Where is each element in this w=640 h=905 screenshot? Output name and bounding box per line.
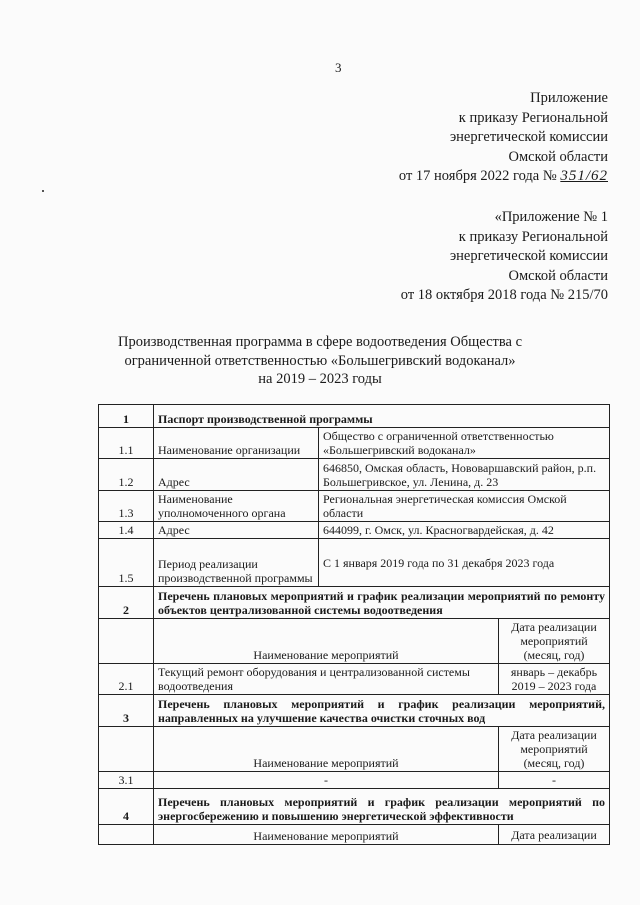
section-title: Перечень плановых мероприятий и график реализации мероприятий по ремонту объектов централизованной системы водоотведения	[154, 587, 610, 619]
row-value: 646850, Омская область, Нововаршавский район, р.п. Большегривское, ул. Ленина, д. 23	[319, 459, 610, 491]
row-value: Общество с ограниченной ответственностью «Большегривский водоканал»	[319, 428, 610, 459]
section-number: 1	[99, 405, 154, 428]
activity-date: январь – декабрь 2019 – 2023 года	[499, 664, 610, 695]
column-header-name: Наименование мероприятий	[154, 825, 499, 845]
row-label: Адрес	[154, 522, 319, 539]
appendix-line: Приложение	[530, 90, 608, 106]
column-header-date: Дата реализации мероприятий (месяц, год)	[499, 619, 610, 664]
title-line: ограниченной ответственностью «Большегривский водоканал»	[124, 352, 516, 369]
table-row	[99, 428, 610, 459]
activity-date: -	[499, 772, 610, 789]
activity-name: Текущий ремонт оборудования и централизованной системы водоотведения	[154, 664, 499, 695]
empty-cell	[99, 825, 154, 845]
row-number: 3.1	[99, 772, 154, 789]
appendix-original-header	[401, 208, 608, 306]
table-row	[99, 491, 610, 522]
row-value: С 1 января 2019 года по 31 декабря 2023 года	[319, 539, 610, 587]
appendix-line: к приказу Региональной	[458, 228, 608, 245]
table-header-row	[99, 727, 610, 772]
title-line: Производственная программа в сфере водоотведения Общества с	[117, 334, 523, 350]
row-number: 1.2	[99, 459, 154, 491]
activity-name: -	[154, 772, 499, 789]
empty-cell	[99, 727, 154, 772]
section-title: Паспорт производственной программы	[154, 405, 610, 428]
section-row	[99, 789, 610, 825]
appendix-line: энергетической комиссии	[449, 248, 608, 264]
program-table	[98, 404, 610, 845]
column-header-date: Дата реализации мероприятий (месяц, год)	[499, 727, 610, 772]
section-row	[99, 695, 610, 727]
section-title: Перечень плановых мероприятий и график реализации мероприятий, направленных на улучшение качества очистки сточных вод	[154, 695, 610, 727]
section-number: 3	[99, 695, 154, 727]
appendix-line: от 18 октября 2018 года № 215/70	[400, 287, 608, 303]
section-number: 4	[99, 789, 154, 825]
handwritten-order-number: 351/62	[560, 168, 608, 184]
table-header-row	[99, 619, 610, 664]
row-value: Региональная энергетическая комиссия Омской области	[319, 491, 610, 522]
row-number: 1.3	[99, 491, 154, 522]
appendix-line: Омской области	[508, 148, 608, 165]
table-row	[99, 459, 610, 491]
page-number: 3	[335, 60, 342, 75]
appendix-line: к приказу Региональной	[458, 109, 608, 126]
empty-cell	[99, 619, 154, 664]
section-number: 2	[99, 587, 154, 619]
order-date-line	[399, 167, 608, 187]
row-label: Адрес	[154, 459, 319, 491]
table-row	[99, 539, 610, 587]
row-number: 2.1	[99, 664, 154, 695]
table-row	[99, 664, 610, 695]
row-number: 1.5	[99, 539, 154, 587]
appendix-line: Омской области	[508, 267, 608, 284]
title-line: на 2019 – 2023 годы	[258, 371, 382, 387]
row-label: Наименование уполномоченного органа	[154, 491, 319, 522]
row-label: Период реализации производственной программы	[154, 539, 319, 587]
section-title: Перечень плановых мероприятий и график реализации мероприятий по энергосбережению и повышению энергетической эффективности	[154, 789, 610, 825]
appendix-line: «Приложение № 1	[494, 209, 608, 225]
row-label: Наименование организации	[154, 428, 319, 459]
table-header-row	[99, 825, 610, 845]
row-number: 1.1	[99, 428, 154, 459]
column-header-name: Наименование мероприятий	[154, 727, 499, 772]
column-header-date: Дата реализации	[499, 825, 610, 845]
table-row	[99, 772, 610, 789]
column-header-name: Наименование мероприятий	[154, 619, 499, 664]
section-row	[99, 587, 610, 619]
document-title	[95, 333, 545, 389]
table-row	[99, 522, 610, 539]
appendix-line: энергетической комиссии	[449, 129, 608, 145]
section-row	[99, 405, 610, 428]
scan-mark	[42, 190, 44, 192]
order-date-text: от 17 ноября 2022 года №	[398, 168, 557, 184]
row-value: 644099, г. Омск, ул. Красногвардейская, д. 42	[319, 522, 610, 539]
row-number: 1.4	[99, 522, 154, 539]
appendix-header	[399, 89, 608, 187]
